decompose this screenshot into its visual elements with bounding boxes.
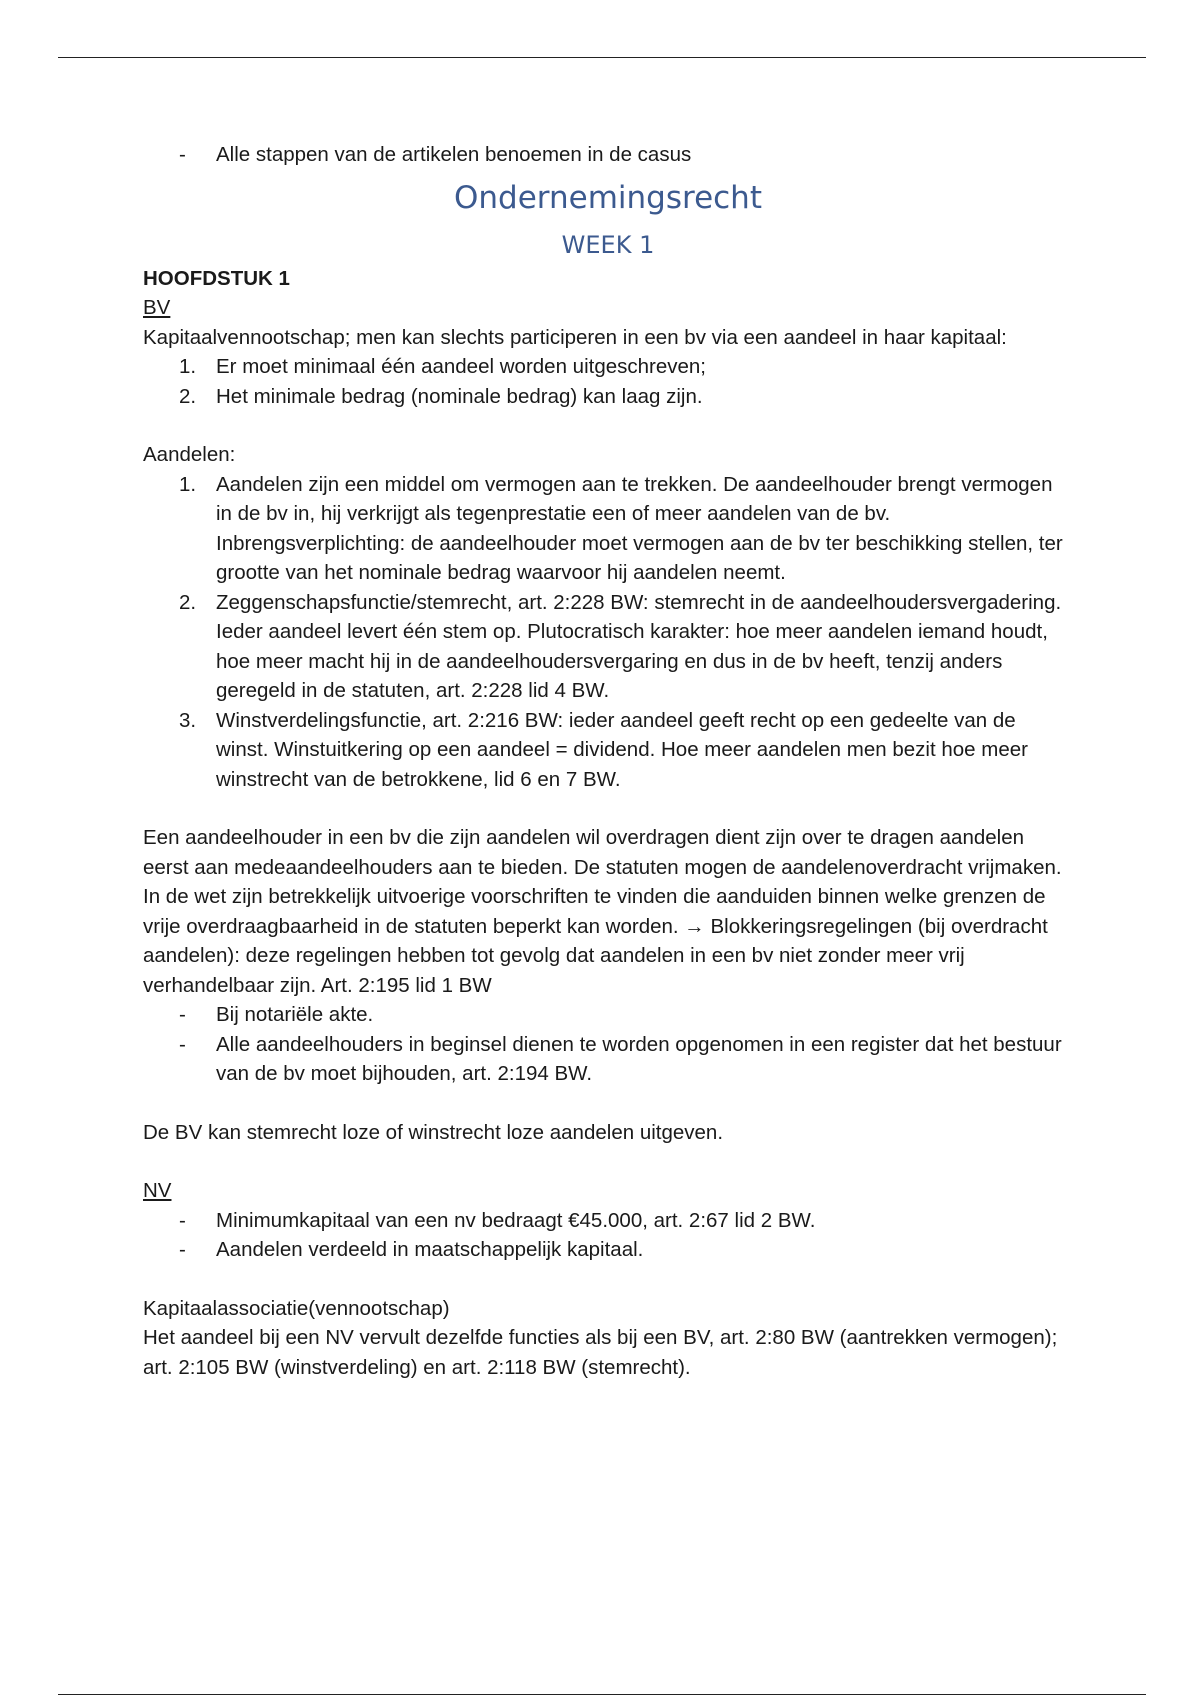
transfer-paragraph: Een aandeelhouder in een bv die zijn aandelen wil overdragen dient zijn over te dragen aandelen eerst aan medeaandeelhouders aan te bieden. De statuten mogen de aandelenoverdracht vrijmaken. In de wet zijn betrekkelijk uitvoerige voorschriften te vinden die aanduiden binnen welke grenzen de vrije overdraagbaarheid in de statuten beperkt kan worden. → Blokkeringsregelingen (bij overdracht aandelen): deze regelingen hebben tot gevolg dat aandelen in een bv niet zonder meer vrij verhandelbaar zijn. Art. 2:195 lid 1 BW [143, 826, 1062, 997]
aandelen-label: Aandelen: [143, 443, 236, 466]
nv-bullet-list [143, 1206, 1073, 1265]
transfer-bullet-list [143, 1000, 1073, 1089]
chapter-heading: HOOFDSTUK 1 [143, 266, 290, 290]
spacer [143, 1089, 1073, 1118]
bullet-marker: - [179, 143, 186, 166]
spacer [143, 411, 1073, 440]
kapitaal-heading: Kapitaalassociatie(vennootschap) [143, 1296, 450, 1320]
list-item [143, 1206, 1073, 1236]
list-item [143, 140, 1073, 170]
list-item-text: Winstverdelingsfunctie, art. 2:216 BW: ieder aandeel geeft recht op een gedeelte van de winst. Winstuitkering op een aandeel = dividend. Hoe meer aandelen men bezit hoe meer winstrecht van de betrokkene, lid 6 en 7 BW. [216, 708, 1028, 791]
list-marker: - [179, 1208, 186, 1232]
spacer [143, 794, 1073, 823]
list-marker: - [179, 1238, 186, 1261]
list-item [143, 470, 1073, 588]
document-subtitle: WEEK 1 [561, 230, 655, 259]
list-item [143, 382, 1073, 412]
document-page [143, 140, 1073, 1382]
list-item [143, 706, 1073, 795]
bv-numbered-list [143, 352, 1073, 411]
section-heading-bv: BV [143, 296, 171, 319]
list-item [143, 1000, 1073, 1030]
list-marker: 1. [179, 355, 197, 378]
list-item [143, 352, 1073, 382]
aandelen-numbered-list [143, 470, 1073, 795]
list-item-text: Het minimale bedrag (nominale bedrag) kan laag zijn. [216, 384, 703, 408]
list-marker: 2. [179, 590, 197, 614]
header-rule [58, 57, 1146, 58]
list-marker: 2. [179, 384, 197, 408]
list-item-text: Aandelen verdeeld in maatschappelijk kapitaal. [216, 1238, 644, 1261]
list-item-text: Bij notariële akte. [216, 1003, 374, 1026]
bv-closing-paragraph: De BV kan stemrecht loze of winstrecht loze aandelen uitgeven. [143, 1120, 724, 1144]
list-item [143, 1030, 1073, 1089]
list-marker: - [179, 1032, 186, 1056]
list-item-text: Er moet minimaal één aandeel worden uitgeschreven; [216, 355, 706, 378]
intro-list [143, 140, 1073, 170]
spacer [143, 1147, 1073, 1176]
bv-intro-paragraph: Kapitaalvennootschap; men kan slechts participeren in een bv via een aandeel in haar kapitaal: [143, 325, 1007, 349]
list-marker: 1. [179, 472, 197, 496]
list-item-text: Alle stappen van de artikelen benoemen in de casus [216, 143, 692, 166]
list-item-text: Zeggenschapsfunctie/stemrecht, art. 2:228 BW: stemrecht in de aandeelhoudersvergadering. Ieder aandeel levert één stem op. Plutocratisch karakter: hoe meer aandelen iemand houdt, hoe meer macht hij in de aandeelhoudersvergaring en dus in de bv heeft, tenzij anders geregeld in de statuten, art. 2:228 lid 4 BW. [216, 590, 1062, 702]
list-marker: 3. [179, 708, 197, 732]
list-marker: - [179, 1003, 186, 1026]
list-item-text: Alle aandeelhouders in beginsel dienen te worden opgenomen in een register dat het bestuur van de bv moet bijhouden, art. 2:194 BW. [216, 1032, 1062, 1085]
list-item-text: Minimumkapitaal van een nv bedraagt €45.000, art. 2:67 lid 2 BW. [216, 1208, 816, 1232]
kapitaal-paragraph: Het aandeel bij een NV vervult dezelfde functies als bij een BV, art. 2:80 BW (aantrekken vermogen); art. 2:105 BW (winstverdeling) en art. 2:118 BW (stemrecht). [143, 1326, 1058, 1379]
footer-rule [58, 1694, 1146, 1695]
section-heading-nv: NV [143, 1179, 172, 1202]
list-item [143, 1235, 1073, 1265]
spacer [143, 1265, 1073, 1294]
document-title: Ondernemingsrecht [454, 179, 762, 216]
list-item-text: Aandelen zijn een middel om vermogen aan te trekken. De aandeelhouder brengt vermogen in de bv in, hij verkrijgt als tegenprestatie een of meer aandelen van de bv. Inbrengsverplichting: de aandeelhouder moet vermogen aan de bv ter beschikking stellen, ter grootte van het nominale bedrag waarvoor hij aandelen neemt. [216, 472, 1063, 584]
list-item [143, 588, 1073, 706]
